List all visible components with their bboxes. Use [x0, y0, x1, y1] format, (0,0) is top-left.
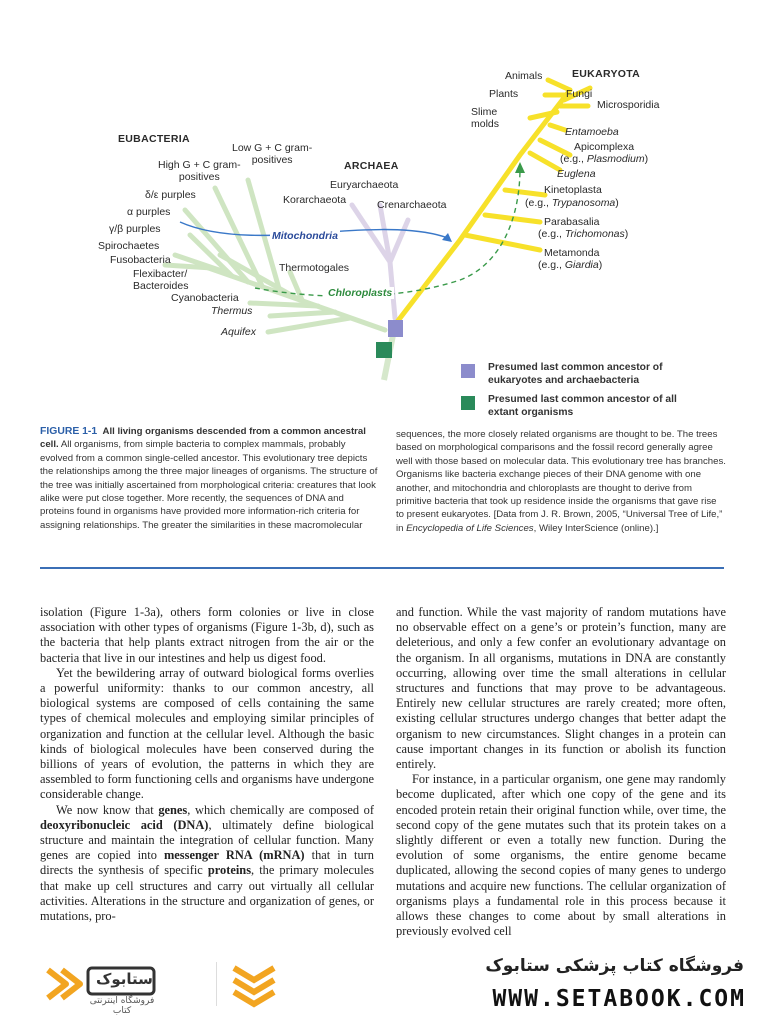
figure-caption-left — [40, 425, 378, 532]
figure-label: FIGURE 1-1 — [40, 426, 98, 437]
mitochondria-label: Mitochondria — [272, 230, 338, 242]
taxon-fungi: Fungi — [566, 88, 593, 100]
caption-source-tail: , Wiley InterScience (online).] — [533, 522, 659, 534]
legend-swatch-all — [461, 396, 475, 410]
taxon-spirochaetes: Spirochaetes — [98, 240, 160, 252]
legend-text-all: Presumed last common ancestor of all extant organisms — [488, 394, 677, 418]
term-genes: genes — [158, 802, 188, 817]
caption-divider — [40, 567, 724, 569]
term-dna: deoxyribonucleic acid (DNA) — [40, 817, 209, 832]
taxon-cyanobacteria: Cyanobacteria — [171, 292, 239, 304]
taxon-euryarchaeota: Euryarchaeota — [330, 179, 399, 191]
archaea-branches — [352, 205, 408, 318]
taxon-delta-purples: δ/ε purples — [145, 189, 196, 201]
taxon-plants: Plants — [489, 88, 519, 100]
footer-separator — [216, 962, 217, 1006]
taxon-entamoeba: Entamoeba — [565, 126, 619, 138]
taxon-thermotogales: Thermotogales — [279, 262, 350, 274]
eubacteria-heading: EUBACTERIA — [118, 133, 190, 145]
taxon-parabasalia: Parabasalia — [544, 216, 600, 228]
taxon-animals: Animals — [505, 70, 543, 82]
caption-text-right: sequences, the more closely related organisms are thought to be. The trees based on morphological comparisons and the fossil record generally agree well with those based on molecular data. This evolutionary tree has branches. Organisms like bacteria exchange pieces of their DNA genome with one another, and mitochondria and chloroplasts are thought to derive from primitive bacteria that took up residence inside the organisms that gave rise to present eukaryotes. [Data from J. R. Brown, 2005, “Universal Tree of Life,” in — [396, 429, 726, 534]
plasmodium-name: Plasmodium — [586, 153, 645, 165]
taxon-euglena: Euglena — [557, 168, 596, 180]
figure-title: All living organisms descended from a common ancestral cell. — [40, 426, 366, 451]
archaea-heading: ARCHAEA — [344, 160, 399, 172]
setabook-logo — [40, 960, 160, 1016]
taxon-kinetoplasta-example: (e.g., Trypanosoma) — [525, 197, 619, 209]
book-stack-icon — [230, 958, 278, 1010]
taxon-crenarchaeota: Crenarchaeota — [377, 199, 447, 211]
store-footer — [0, 940, 781, 1023]
body-right-paragraph-2: For instance, in a particular organism, one gene may randomly become duplicated, after which one copy of the gene and its encoded protein retain their original function while, over time, the second copy of the gene mutates such that its protein takes on a slightly different or even a totally new function. During the evolution of some organisms, the entire genome became duplicated, allowing the second copies of many genes to undergo mutations and acquire new functions. The cellular organization of organisms plays a fundamental role in this process because it allows these changes to come about by small alterations in previously evolved cell — [396, 772, 726, 939]
giardia-name: Giardia — [564, 259, 599, 271]
chloroplasts-label: Chloroplasts — [328, 287, 393, 299]
taxon-flexibacter: Flexibacter/ Bacteroides — [133, 268, 189, 292]
taxon-slime-molds: Slime molds — [471, 106, 500, 130]
eukaryota-heading: EUKARYOTA — [572, 68, 641, 80]
body-left-paragraph-2: Yet the bewildering array of outward biological forms overlies a powerful uniformity: thanks to our common ancestry, all biological systems are composed of cells containing the same types of chemical molecules and employing similar principles of organization and function at the cellular level. Although the basic kinds of biological molecules have been conserved during the billions of years of evolution, the patterns in which they are assembled to form functioning cells and organisms have undergone considerable change. — [40, 665, 375, 802]
body-column-left — [40, 605, 374, 924]
taxon-kinetoplasta: Kinetoplasta — [544, 184, 602, 196]
taxon-apicomplexa-example: (e.g., Plasmodium) — [560, 153, 649, 165]
ancestor-eukaryote-archaea-marker — [388, 320, 403, 337]
taxon-aquifex: Aquifex — [221, 326, 257, 338]
p3-text-e: , the primary molecules that make up cell structures and carry out virtually all cellular activities. Alterations in the structure and organization of genes, or mutations, pro- — [40, 863, 374, 924]
logo-subtitle: فروشگاه اینترنتی کتاب — [89, 996, 155, 1016]
taxon-alpha-purples: α purples — [127, 206, 171, 218]
logo-text: ستابوک — [96, 970, 153, 988]
trichomonas-name: Trichomonas — [564, 228, 625, 240]
term-mrna: messenger RNA (mRNA) — [163, 848, 305, 863]
taxon-highgc: High G + C gram- positives — [158, 159, 241, 183]
taxon-metamonda: Metamonda — [544, 247, 600, 259]
body-right-paragraph-1: and function. While the vast majority of random mutations have no observable effect on a gene’s or protein’s function, many are deleterious, and only a few confer an evolutionary advantage on the organism. In all organisms, mutations in DNA are constantly occurring, allowing over time the small alterations in cellular structures and functions that may prove to be advantageous. Entirely new cellular structures are rarely created; more often, existing cellular structures undergo changes that better adapt the organism to new circumstances. Slight changes in a protein can cause important changes in its function or abolish its function entirely. — [396, 605, 726, 772]
taxon-microsporidia: Microsporidia — [597, 99, 660, 111]
body-left-paragraph-3 — [40, 803, 374, 925]
mitochondria-arrowhead — [442, 233, 452, 242]
taxon-parabasalia-example: (e.g., Trichomonas) — [538, 228, 629, 240]
figure-caption-right — [396, 428, 726, 535]
body-left-paragraph-1: isolation (Figure 1-3a), others form colonies or live in close association with other types of organisms (Figure 1-3b, d), such as the bacteria that help plants extract nitrogen from the air or the bacteria that live in our intestines and help us digest food. — [40, 605, 374, 665]
legend-swatch-euk-archaea — [461, 364, 475, 378]
trypanosoma-name: Trypanosoma — [551, 197, 616, 209]
taxon-thermus: Thermus — [211, 305, 253, 317]
taxon-fusobacteria: Fusobacteria — [110, 254, 171, 266]
p3-text-a: We now know that — [56, 802, 159, 817]
caption-source-title: Encyclopedia of Life Sciences — [406, 522, 534, 534]
taxon-lowgc: Low G + C gram- positives — [232, 142, 313, 166]
caption-text-left: All organisms, from simple bacteria to complex mammals, probably evolved from a common single-celled ancestor. This evolutionary tree depicts the relationships among the three major lineages of organisms. The structure of the tree was initially ascertained from morphological criteria: creatures that look alike were put close together. More recently, the sequences of DNA and proteins found in organisms have provided more information-rich criteria for assigning relationships. The greater the similarities in these macromolecular — [40, 439, 378, 531]
term-proteins: proteins — [207, 863, 252, 878]
p3-text-d: that in turn directs the synthesis of specific — [40, 848, 374, 878]
body-column-right — [396, 605, 726, 939]
taxon-apicomplexa: Apicomplexa — [574, 141, 635, 153]
eg-prefix: (e.g., — [560, 153, 587, 165]
taxon-korarchaeota: Korarchaeota — [283, 194, 347, 206]
store-name: فروشگاه کتاب پزشکی ستابوک — [485, 956, 744, 976]
ancestor-all-marker — [376, 342, 392, 358]
store-url[interactable]: WWW.SETABOOK.COM — [492, 986, 746, 1012]
p3-text-c: , ultimately define biological structure and maintain the integration of cellular function. Many genes are copied into — [40, 817, 374, 863]
p3-text-b: , which chemically are composed of — [187, 802, 374, 817]
taxon-metamonda-example: (e.g., Giardia) — [538, 259, 603, 271]
taxon-gamma-purples: γ/β purples — [109, 223, 161, 235]
legend-text-euk-archaea: Presumed last common ancestor of eukaryotes and archaebacteria — [488, 362, 663, 386]
